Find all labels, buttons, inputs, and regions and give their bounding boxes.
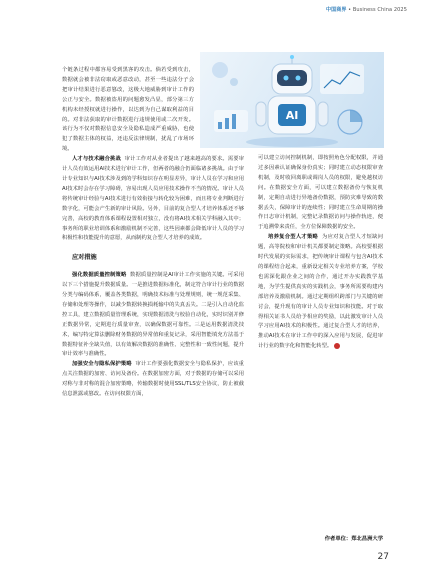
paragraph-data-attack: 个链条过程中都容易受到黑客的攻击。倘若受到攻击，数据就会被非法窃取或恶意改动，甚至一些违法分子会把审计结果进行恶意篡改，这极大地威胁到审计工作的公正与安全。数据被盗用的问题愈发凸显，部分第三方机构未经授权就进行操作，以达到为自己谋取利益的目的。对非法获取的审计数据进行违规使用或二次开发。该行为不仅对数据信息安全及隐私造成严重威胁，也使犯了数据主体的权益，还违反法律规制，扰乱了市场环境。 bbox=[62, 67, 194, 153]
paragraph-security-privacy bbox=[62, 360, 244, 400]
section-title-measures: 应对措施 bbox=[72, 254, 97, 262]
heading-security-privacy: 加强安全与隐私保护策略 bbox=[72, 361, 132, 368]
heading-data-quality: 强化数据质量控制策略 bbox=[72, 272, 127, 279]
page-header bbox=[326, 6, 407, 13]
paragraph-security-privacy-body: 审计工作要强化数据安全与隐私保护，应该重点关注数据的加密、访问及备份。在数据加密方面，对于数据的存储可以采用对称与非对称的混合加密策略，传输数据时使用SSL/TLS安全协议，防止被截信息泄露或篡改。在访问权限方面， bbox=[62, 361, 244, 398]
column-right bbox=[258, 154, 383, 352]
author-affiliation: 作者单位：郑北昌洲大学 bbox=[324, 536, 383, 542]
column-left-wrapped-block bbox=[62, 66, 194, 155]
page-number: 27 bbox=[377, 552, 389, 562]
heading-talent-tech: 人才与技术融合挑战 bbox=[72, 156, 121, 163]
paragraph-talent-tech-body: 审计工作对从业者提出了越来越高的要求。需要审计人员有效运用AI技术进行审计工作，但两者的融合仍面临诸多挑战。由于审计专业知识与AI技术涉及到的学科知识存在明显差异，审计人员在学习和应用AI技术时会存在学习障碍，容易出现人员应用技术操作不当的情况。审计人员将传统审计经验与AI技术进行有效衔接与转化较为困难，而且将专业判断进行数字化，可能会产生新的审计风险。另外，目前的复合型人才培养体系还不够完善，高校的教育体系课程设置相对独立，没有将AI技术相关学科融入其中；事务所的职业培训体系和激励机制不完善，这些因素都会降低审计人员的学习积极性和技能提升的意愿，从而制约复合型人才培养的成效。 bbox=[62, 156, 244, 242]
heading-composite-talent: 培养复合型人才策略 bbox=[268, 234, 319, 241]
header-subtitle: • Business China 2025 bbox=[346, 7, 407, 13]
paragraph-composite-talent-body: 为应对复合型人才短缺问题，高等院校和审计机关都要制定策略。高校要根据时代发展的实际需求，把传统审计课程与包含AI技术的课程结合起来，重新设定相关专业培养方案，学校也需深化跟企业之间的合作，通过开办实践教学基地，为学生提供真实的实践机会，事务所需要构建内部培养及激励机制。通过定期组织跨部门与关键的研讨会，提升现有的审计人员专业知识和技能。对于取得相关证书人员给予相应的奖励，以此激发审计人员学习应用AI技术的积极性。通过复合型人才的培养，推动AI技术在审计工作中的深入应用与发展，促进审计行业的数字化和智能化转型。 bbox=[258, 234, 383, 350]
paragraph-composite-talent bbox=[258, 233, 383, 352]
paragraph-talent-tech bbox=[62, 155, 244, 244]
paragraph-data-quality bbox=[62, 271, 244, 360]
header-brand: 中国商界 bbox=[326, 7, 347, 13]
paragraph-data-quality-body: 数据质量控制是AI审计工作实施的关键。可采用以下三个措施提升数据质量。一是推进数据标准化，制定符合审计行业的数据分类与编码体系，覆盖各类数据，明确技术标准与处理规则，统一规范采集、存储和处理等操作，以减少数据转换损耗输中的失真丢失。二是引入自动化监控工具，建立数据质量管理系统，实现数据清洗与校验自动化，实时识别并修正数据异常，定期进行质量审查，以确保数据可靠性。三是运用数据清洗技术，编写特定算法删除财务数据的异常值和重复记录，采用智能填充方法基于数据特征补全缺失值，以有效解决数据的准确性、完整性和一致性问题，提升审计效率与准确性。 bbox=[62, 272, 244, 358]
article-end-icon bbox=[334, 343, 340, 349]
column-left bbox=[62, 66, 244, 400]
ai-chip-label: AI bbox=[285, 109, 299, 122]
paragraph-access-control: 可以建立访问控制机制，即按照角色分配权限，并通过多因素认证确保身份真实；同时建立动态权限审查机制，及时收回离职或调岗人员的权限，避免越权访问。在数据安全方面，可以建立数据备份与恢复机制，定期自动进行异地备份数据，预防灾难导致的数据丢失，保障审计的连续性；同时建立生命周期的操作日志审计机制，完整记录数据访问与操作轨迹，便于追溯带来责任，全方位保障数据的安全。 bbox=[258, 155, 383, 231]
